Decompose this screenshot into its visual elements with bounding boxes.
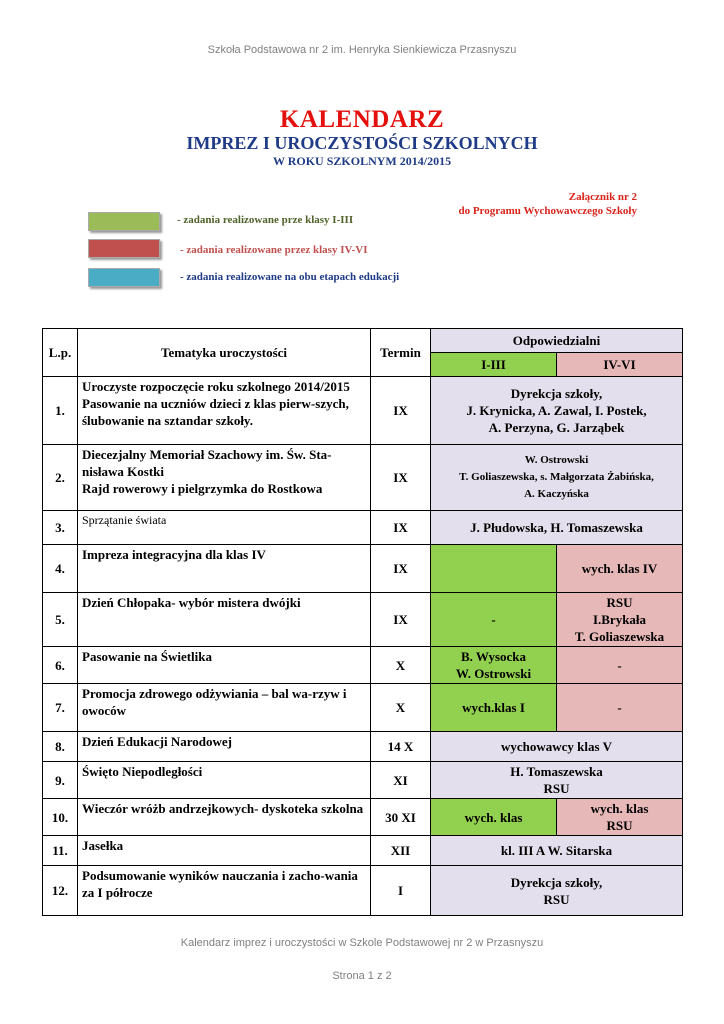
row-topic: Uroczyste rozpoczęcie roku szkolnego 2014/2015 Pasowanie na uczniów dzieci z klas pierw-szych, ślubowanie na sztandar szkoły. [78, 377, 371, 445]
header-group-1: I-III [431, 353, 557, 377]
row-responsible-1-3: wych.klas I [431, 684, 557, 732]
row-responsible-1-3 [431, 545, 557, 593]
row-topic: Impreza integracyjna dla klas IV [78, 545, 371, 593]
legend-swatch-green [88, 212, 160, 231]
row-topic: Podsumowanie wyników nauczania i zacho-wania za I półrocze [78, 866, 371, 916]
table-row [43, 866, 683, 916]
row-number: 12. [43, 866, 78, 916]
page-number: Strona 1 z 2 [332, 970, 392, 982]
header-responsible: Odpowiedzialni [431, 329, 683, 353]
annex-note [458, 190, 637, 218]
row-responsible-4-6: wych. klas IV [557, 545, 683, 593]
school-year: W ROKU SZKOLNYM 2014/2015 [272, 154, 452, 168]
page-footer: Kalendarz imprez i uroczystości w Szkole Podstawowej nr 2 w Przasnyszu [180, 937, 544, 949]
calendar-table [42, 328, 683, 916]
row-term: X [371, 647, 431, 684]
row-topic: Wieczór wróżb andrzejkowych- dyskoteka szkolna [78, 799, 371, 836]
row-term: 14 X [371, 732, 431, 762]
row-responsible: Dyrekcja szkoły, J. Krynicka, A. Zawal, I. Postek, A. Perzyna, G. Jarząbek [431, 377, 683, 445]
row-topic: Sprzątanie świata [78, 511, 371, 545]
row-responsible: W. Ostrowski T. Goliaszewska, s. Małgorzata Żabińska, A. Kaczyńska [431, 445, 683, 511]
legend-text-blue: - zadania realizowane na obu etapach edukacji [180, 271, 400, 283]
table-row [43, 799, 683, 836]
row-term: IX [371, 545, 431, 593]
header-lp: L.p. [43, 329, 78, 377]
row-responsible-4-6: wych. klas RSU [557, 799, 683, 836]
row-term: IX [371, 445, 431, 511]
row-term: IX [371, 511, 431, 545]
annex-line-1: Załącznik nr 2 [568, 191, 637, 203]
row-number: 1. [43, 377, 78, 445]
row-number: 11. [43, 836, 78, 866]
row-topic: Święto Niepodległości [78, 762, 371, 799]
legend-text-green: - zadania realizowane prze klasy I-III [177, 214, 354, 226]
legend-text-red: - zadania realizowane przez klasy IV-VI [180, 244, 368, 256]
row-number: 10. [43, 799, 78, 836]
row-number: 2. [43, 445, 78, 511]
row-number: 4. [43, 545, 78, 593]
table-row [43, 511, 683, 545]
table-row [43, 762, 683, 799]
row-term: IX [371, 593, 431, 647]
row-responsible-1-3: wych. klas [431, 799, 557, 836]
row-responsible-4-6: - [557, 647, 683, 684]
header-term: Termin [371, 329, 431, 377]
row-topic: Diecezjalny Memoriał Szachowy im. Św. Sta-nisława Kostki Rajd rowerowy i pielgrzymka do Rostkowa [78, 445, 371, 511]
table-row [43, 732, 683, 762]
table-row [43, 836, 683, 866]
row-term: IX [371, 377, 431, 445]
row-responsible: H. Tomaszewska RSU [431, 762, 683, 799]
row-term: I [371, 866, 431, 916]
row-topic: Dzień Edukacji Narodowej [78, 732, 371, 762]
row-topic: Promocja zdrowego odżywiania – bal wa-rzyw i owoców [78, 684, 371, 732]
row-term: X [371, 684, 431, 732]
row-term: 30 XI [371, 799, 431, 836]
row-responsible: J. Płudowska, H. Tomaszewska [431, 511, 683, 545]
table-row [43, 545, 683, 593]
table-row [43, 445, 683, 511]
row-number: 6. [43, 647, 78, 684]
row-term: XI [371, 762, 431, 799]
header-group-2: IV-VI [557, 353, 683, 377]
page-subtitle: IMPREZ I UROCZYSTOŚCI SZKOLNYCH [186, 133, 538, 153]
row-topic: Pasowanie na Świetlika [78, 647, 371, 684]
page-header: Szkoła Podstawowa nr 2 im. Henryka Sienkiewicza Przasnyszu [207, 44, 517, 56]
row-number: 3. [43, 511, 78, 545]
row-number: 7. [43, 684, 78, 732]
row-responsible: Dyrekcja szkoły, RSU [431, 866, 683, 916]
header-topic: Tematyka uroczystości [78, 329, 371, 377]
row-number: 9. [43, 762, 78, 799]
row-number: 8. [43, 732, 78, 762]
annex-line-2: do Programu Wychowawczego Szkoły [458, 205, 637, 217]
legend-swatch-red [88, 239, 160, 258]
row-responsible-4-6: RSU I.Brykała T. Goliaszewska [557, 593, 683, 647]
row-responsible: kl. III A W. Sitarska [431, 836, 683, 866]
row-term: XII [371, 836, 431, 866]
row-number: 5. [43, 593, 78, 647]
page-title: KALENDARZ [279, 106, 445, 133]
table-row [43, 377, 683, 445]
row-topic: Dzień Chłopaka- wybór mistera dwójki [78, 593, 371, 647]
row-responsible-1-3: - [431, 593, 557, 647]
table-row [43, 647, 683, 684]
row-responsible-1-3: B. Wysocka W. Ostrowski [431, 647, 557, 684]
table-row [43, 593, 683, 647]
row-responsible: wychowawcy klas V [431, 732, 683, 762]
row-responsible-4-6: - [557, 684, 683, 732]
legend-swatch-blue [88, 268, 160, 287]
table-row [43, 684, 683, 732]
row-topic: Jasełka [78, 836, 371, 866]
